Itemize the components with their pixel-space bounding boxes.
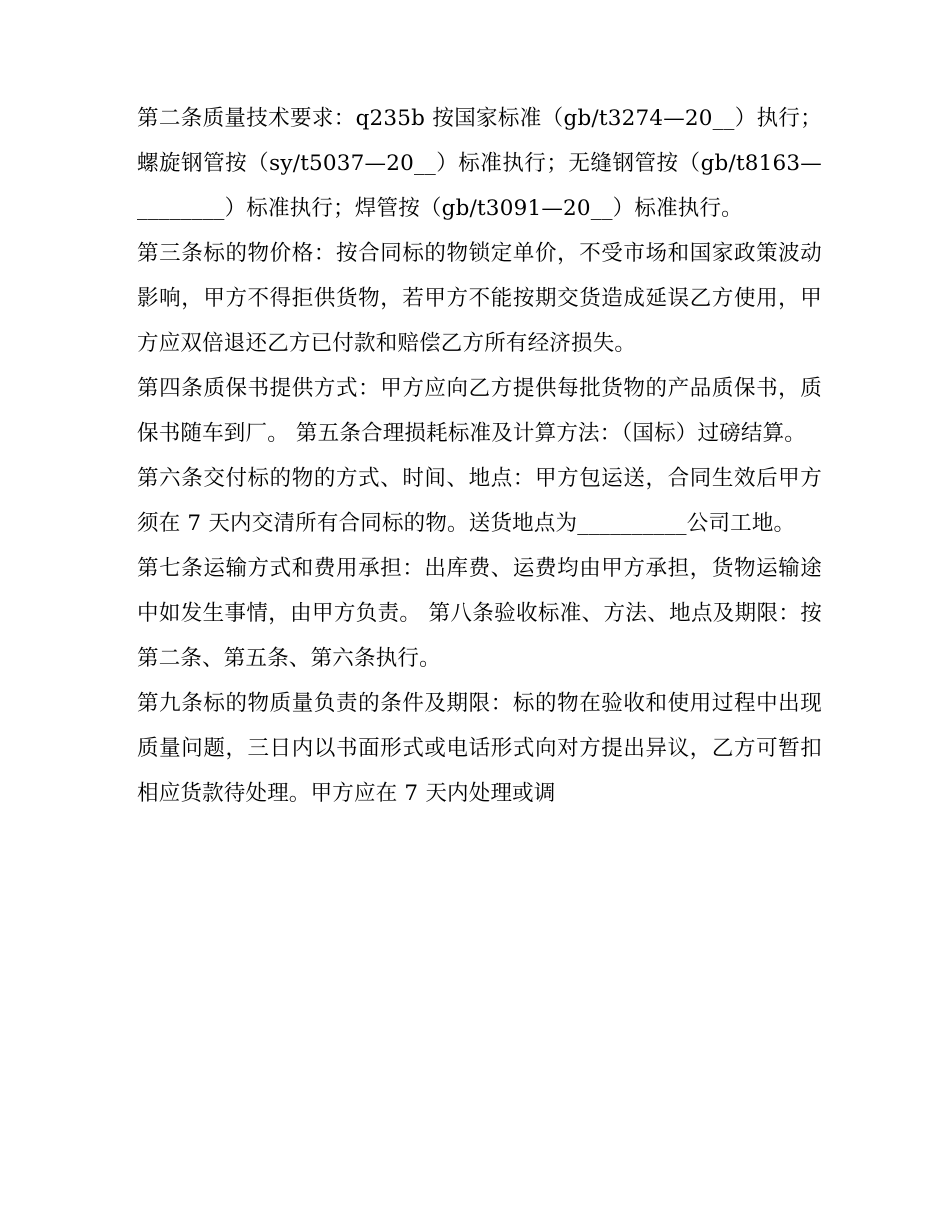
paragraph-clause-4: 第四条质保书提供方式：甲方应向乙方提供每批货物的产品质保书，质保书随车到厂。 第五条合理损耗标准及计算方法：（国标）过磅结算。 [137, 376, 822, 446]
paragraph-clause-9: 第九条标的物质量负责的条件及期限：标的物在验收和使用过程中出现质量问题，三日内以书面形式或电话形式向对方提出异议，乙方可暂扣相应货款待处理。甲方应在 7 天内处理或调 [137, 691, 822, 806]
paragraph-clause-7: 第七条运输方式和费用承担：出库费、运费均由甲方承担，货物运输途中如发生事情，由甲方负责。 第八条验收标准、方法、地点及期限：按第二条、第五条、第六条执行。 [137, 556, 822, 671]
paragraph-clause-6: 第六条交付标的物的方式、时间、地点：甲方包运送，合同生效后甲方须在 7 天内交清所有合同标的物。送货地点为__________公司工地。 [137, 466, 822, 536]
paragraph-clause-3: 第三条标的物价格：按合同标的物锁定单价，不受市场和国家政策波动影响，甲方不得拒供货物，若甲方不能按期交货造成延误乙方使用，甲方应双倍退还乙方已付款和赔偿乙方所有经济损失。 [137, 241, 822, 356]
paragraph-clause-2: 第二条质量技术要求：q235b 按国家标准（gb/t3274—20__）执行；螺旋钢管按（sy/t5037—20__）标准执行；无缝钢管按（gb/t8163—________）标准执行；焊管按（gb/t3091—20__）标准执行。 [137, 106, 822, 221]
document-body [137, 96, 822, 816]
